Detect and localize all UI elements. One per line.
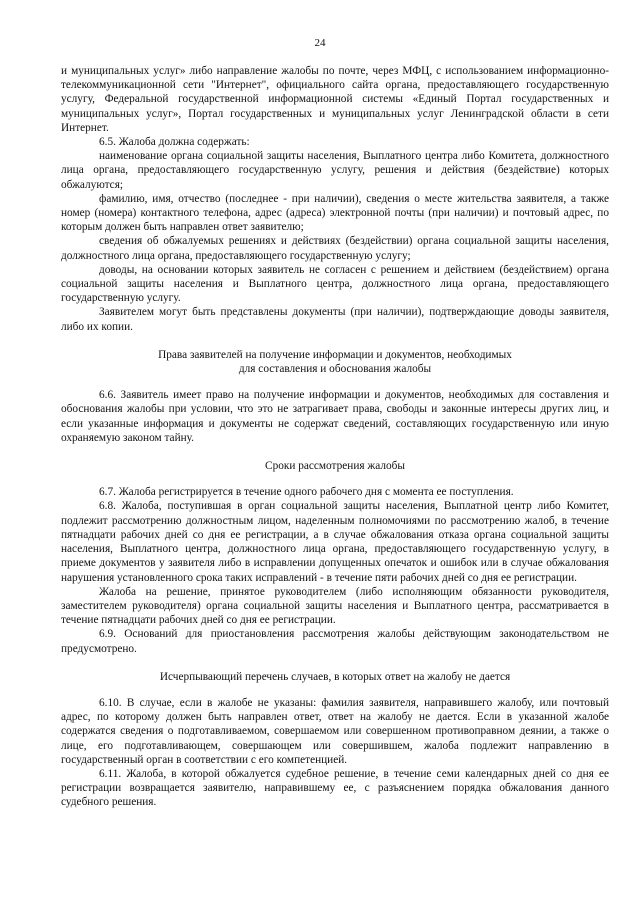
paragraph: 6.11. Жалоба, в которой обжалуется судебное решение, в течение семи календарных дней со дня ее регистрации возвращается заявителю, направившему ее, с разъяснением порядка обжалования данного судебного решения. (61, 767, 609, 809)
page-number: 24 (314, 37, 326, 49)
paragraph: и муниципальных услуг» либо направление жалобы по почте, через МФЦ, с использованием информационно-телекоммуникационной сети "Интернет", официального сайта органа, предоставляющего государственную услугу, Федеральной государственной информационной системы «Единый Портал государственных и муниципальных услуг», Портал государственных и муниципальных услуг Ленинградской области в сети Интернет. (61, 65, 609, 134)
paragraph: 6.8. Жалоба, поступившая в орган социальной защиты населения, Выплатной центр либо Комитет, подлежит рассмотрению должностным лицом, наделенным полномочиями по рассмотрению жалоб, в течение пятнадцати рабочих дней со дня ее регистрации, а в случае обжалования отказа органа социальной защиты населения, Выплатного центра, должностного лица органа, предоставляющего государственную услугу, в приеме документов у заявителя либо в исправлении допущенных опечаток и ошибок или в случае обжалования нарушения установленного срока таких исправлений - в течение пяти рабочих дней со дня ее регистрации. (61, 500, 609, 584)
paragraph: 6.7. Жалоба регистрируется в течение одного рабочего дня с момента ее поступления. (99, 486, 514, 499)
paragraph: 6.10. В случае, если в жалобе не указаны: фамилия заявителя, направившего жалобу, или почтовый адрес, по которому должен быть направлен ответ, ответ на жалобу не дается. Если в указанной жалобе содержатся сведения о подготавливаемом, совершаемом или совершенном противоправном деянии, а также о лице, его подготавливающем, совершающем или совершившем, жалоба подлежит направлению в государственный орган в соответствии с его компетенцией. (61, 696, 609, 766)
paragraph: сведения об обжалуемых решениях и действиях (бездействии) органа социальной защиты населения, должностного лица органа, предоставляющего государственную услугу; (61, 235, 609, 262)
section-spacer (61, 684, 609, 696)
paragraph: наименование органа социальной защиты населения, Выплатного центра либо Комитета, должностного лица органа, предоставляющего государственную услугу, решения и действия (бездействие) которых обжалуются; (61, 150, 609, 191)
paragraph: Жалоба на решение, принятое руководителем (либо исполняющим обязанности руководителя, заместителем руководителя) органа социальной защиты населения и Выплатного центра, рассматривается в течение пятнадцати рабочих дней со дня ее регистрации. (61, 585, 609, 627)
section-spacer (61, 334, 609, 348)
paragraph: Заявителем могут быть представлены документы (при наличии), подтверждающие доводы заявителя, либо их копии. (61, 306, 609, 333)
section-spacer (61, 376, 609, 388)
paragraph: фамилию, имя, отчество (последнее - при наличии), сведения о месте жительства заявителя, а также номер (номера) контактного телефона, адрес (адреса) электронной почты (при наличии) и почтовый адрес, по которым должен быть направлен ответ заявителю; (61, 192, 609, 234)
section-spacer (61, 445, 609, 459)
document-body (61, 64, 609, 810)
section-title: для составления и обоснования жалобы (238, 363, 432, 376)
section-title: Права заявителей на получение информации и документов, необходимых (158, 348, 512, 361)
section-spacer (61, 473, 609, 485)
paragraph: 6.6. Заявитель имеет право на получение информации и документов, необходимых для составления и обоснования жалобы при условии, что это не затрагивает права, свободы и законные интересы других лиц, и если указанные информация и документы не содержат сведений, составляющих государственную или иную охраняемую законом тайну. (61, 389, 609, 444)
section-spacer (61, 656, 609, 670)
section-title: Сроки рассмотрения жалобы (265, 460, 405, 473)
section-title: Исчерпывающий перечень случаев, в которых ответ на жалобу не дается (159, 670, 511, 683)
paragraph: доводы, на основании которых заявитель не согласен с решением и действием (бездействием) органа социальной защиты населения и Выплатного центра, должностного лица органа, предоставляющего государственную услугу. (61, 263, 609, 305)
paragraph: 6.9. Оснований для приостановления рассмотрения жалобы действующим законодательством не предусмотрено. (61, 628, 609, 655)
paragraph: 6.5. Жалоба должна содержать: (99, 136, 250, 149)
